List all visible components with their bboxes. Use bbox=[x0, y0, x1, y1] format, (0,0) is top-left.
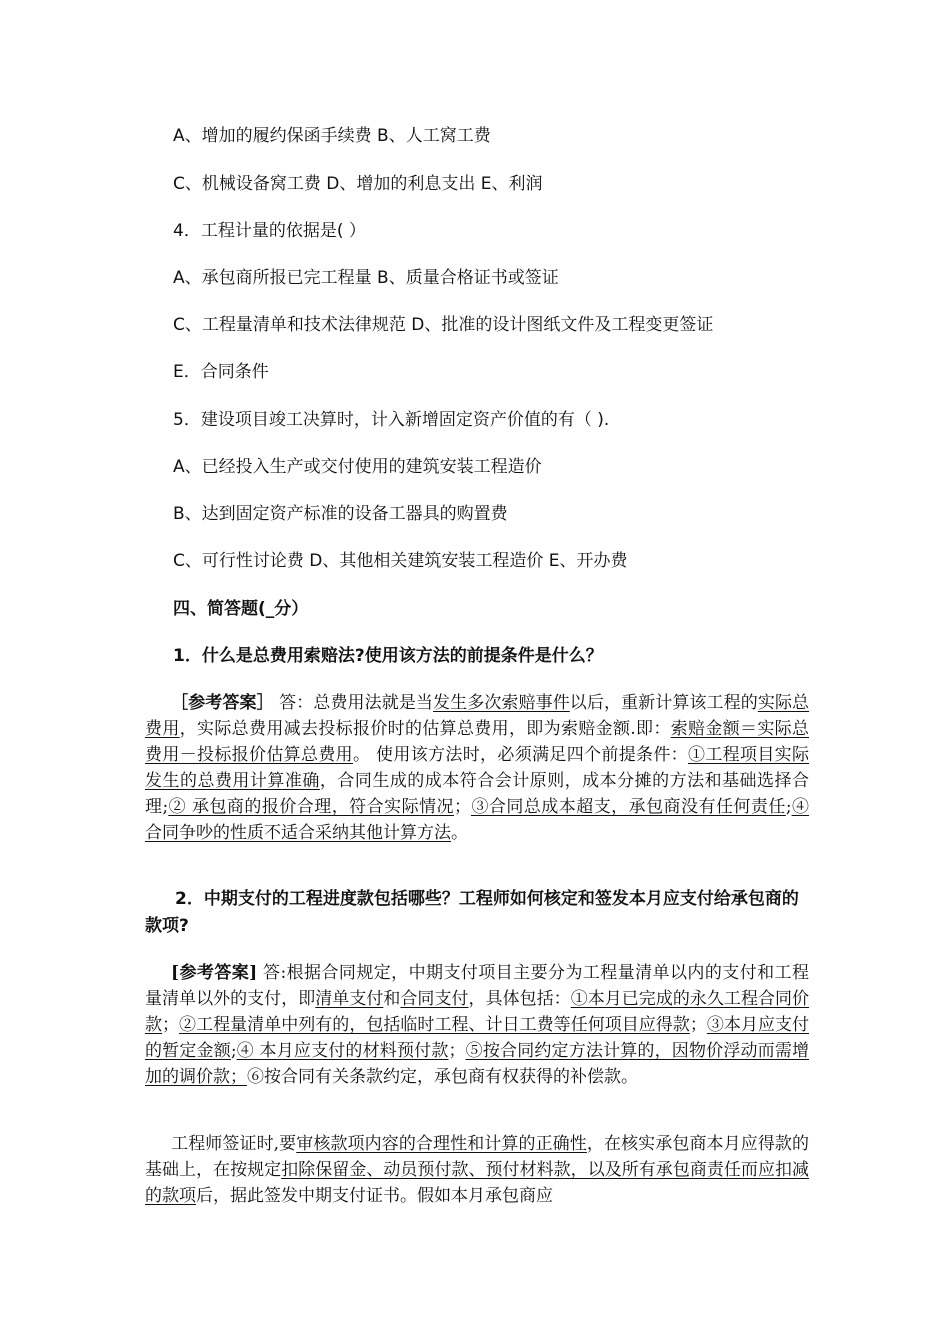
option-line: C、机械设备窝工费 D、增加的利息支出 E、利润 bbox=[173, 174, 543, 194]
answer-label: [参考答案] bbox=[171, 963, 258, 983]
question-1-title: 1．什么是总费用索赔法?使用该方法的前提条件是什么？ bbox=[173, 646, 603, 666]
option-line: C、可行性讨论费 D、其他相关建筑安装工程造价 E、开办费 bbox=[173, 551, 628, 571]
option-line: E．合同条件 bbox=[173, 362, 269, 382]
section-heading: 四、简答题(_分） bbox=[173, 599, 309, 619]
answer-2: [参考答案] 答:根据合同规定，中期支付项目主要分为工程量清单以内的支付和工程量清单以外的支付，即清单支付和合同支付，具体包括：①本月已完成的永久工程合同价款；②工程量清单中列有的，包括临时工程、计日工费等任何项目应得款；③本月应支付的暂定金额;④ 本月应支付的材料预付款；⑤按合同约定方法计算的，因物价浮动而需增加的调价款；⑥按合同有关条款约定，承包商有权获得的补偿款。 bbox=[145, 963, 810, 1087]
question-4: 4．工程计量的依据是( ） bbox=[173, 221, 366, 241]
answer-1: ［参考答案］ 答：总费用法就是当发生多次索赔事件以后，重新计算该工程的实际总费用，实际总费用减去投标报价时的估算总费用，即为索赔金额.即：索赔金额＝实际总费用－投标报价估算总费用。 使用该方法时，必须满足四个前提条件：①工程项目实际发生的总费用计算准确，合同生成的成本符合会计原则，成本分摊的方法和基础选择合理;② 承包商的报价合理，符合实际情况；③合同总成本超支，承包商没有任何责任;④ 合同争吵的性质不适合采纳其他计算方法。 bbox=[145, 693, 810, 843]
answer-label: ［参考答案］ bbox=[171, 693, 274, 713]
option-line: C、工程量清单和技术法律规范 D、批准的设计图纸文件及工程变更签证 bbox=[173, 315, 714, 335]
option-line: A、承包商所报已完工程量 B、质量合格证书或签证 bbox=[173, 268, 559, 288]
option-line: B、达到固定资产标准的设备工器具的购置费 bbox=[173, 504, 508, 524]
paragraph-engineer: 工程师签证时,要审核款项内容的合理性和计算的正确性，在核实承包商本月应得款的基础上，在按规定扣除保留金、动员预付款、预付材料款，以及所有承包商责任而应扣减的款项后，据此签发中期支付证书。假如本月承包商应 bbox=[145, 1134, 810, 1206]
option-line: A、已经投入生产或交付使用的建筑安装工程造价 bbox=[173, 457, 542, 477]
question-2-title: 2．中期支付的工程进度款包括哪些？工程师如何核定和签发本月应支付给承包商的款项? bbox=[145, 889, 799, 936]
question-5: 5．建设项目竣工决算时，计入新增固定资产价值的有（ ). bbox=[173, 410, 610, 430]
option-line: A、增加的履约保函手续费 B、人工窝工费 bbox=[173, 126, 491, 146]
